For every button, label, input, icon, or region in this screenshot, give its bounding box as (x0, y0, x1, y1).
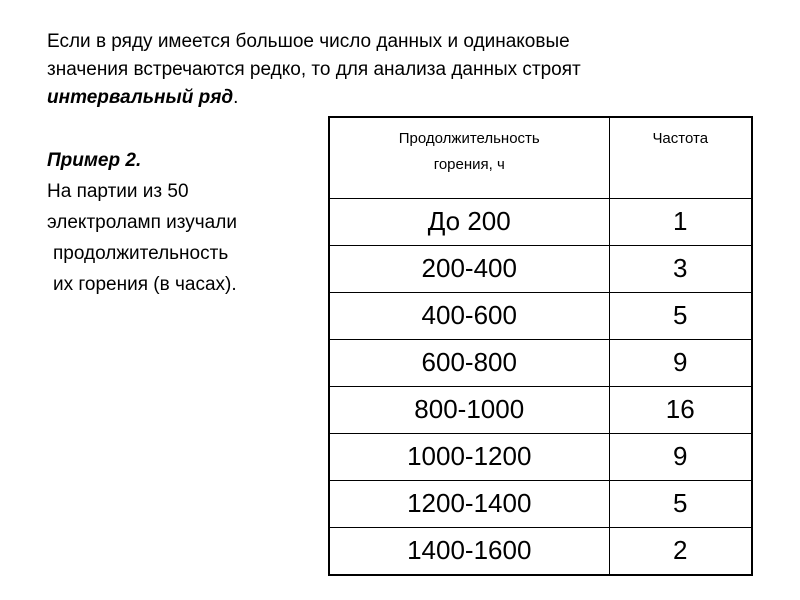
intro-line-3 (47, 84, 747, 112)
header-interval-line-1: Продолжительность (398, 130, 540, 147)
header-interval-line-2: горения, ч (433, 156, 505, 173)
table-row (329, 339, 752, 386)
interval-table (328, 116, 753, 576)
interval-cell: 200-400 (329, 245, 609, 292)
table-row (329, 198, 752, 245)
frequency-cell: 16 (609, 386, 752, 433)
interval-cell: 1200-1400 (329, 480, 609, 527)
table-header-row (329, 117, 752, 198)
header-interval (329, 117, 609, 198)
header-frequency: Частота (609, 117, 752, 198)
table-row (329, 480, 752, 527)
frequency-cell: 9 (609, 339, 752, 386)
frequency-cell: 9 (609, 433, 752, 480)
example-line-4: их горения (в часах). (53, 274, 237, 295)
interval-cell: 1400-1600 (329, 527, 609, 575)
frequency-cell: 2 (609, 527, 752, 575)
interval-cell: До 200 (329, 198, 609, 245)
frequency-cell: 1 (609, 198, 752, 245)
example-line-3: продолжительность (53, 243, 229, 264)
frequency-cell: 5 (609, 480, 752, 527)
interval-cell: 400-600 (329, 292, 609, 339)
example-title: Пример 2. (47, 150, 142, 171)
intro-paragraph (47, 28, 747, 112)
frequency-cell: 5 (609, 292, 752, 339)
example-block (47, 145, 327, 300)
table-row (329, 386, 752, 433)
interval-cell: 1000-1200 (329, 433, 609, 480)
table-row (329, 527, 752, 575)
table-row (329, 433, 752, 480)
interval-cell: 600-800 (329, 339, 609, 386)
intro-term-end: . (233, 87, 239, 108)
intro-line-1: Если в ряду имеется большое число данных и одинаковые (47, 31, 570, 52)
example-line-2: электроламп изучали (47, 212, 237, 233)
example-line-1: На партии из 50 (47, 181, 189, 202)
table-row (329, 245, 752, 292)
table-row (329, 292, 752, 339)
intro-line-2: значения встречаются редко, то для анализа данных строят (47, 59, 581, 80)
interval-cell: 800-1000 (329, 386, 609, 433)
intro-term: интервальный ряд (47, 87, 234, 108)
frequency-cell: 3 (609, 245, 752, 292)
